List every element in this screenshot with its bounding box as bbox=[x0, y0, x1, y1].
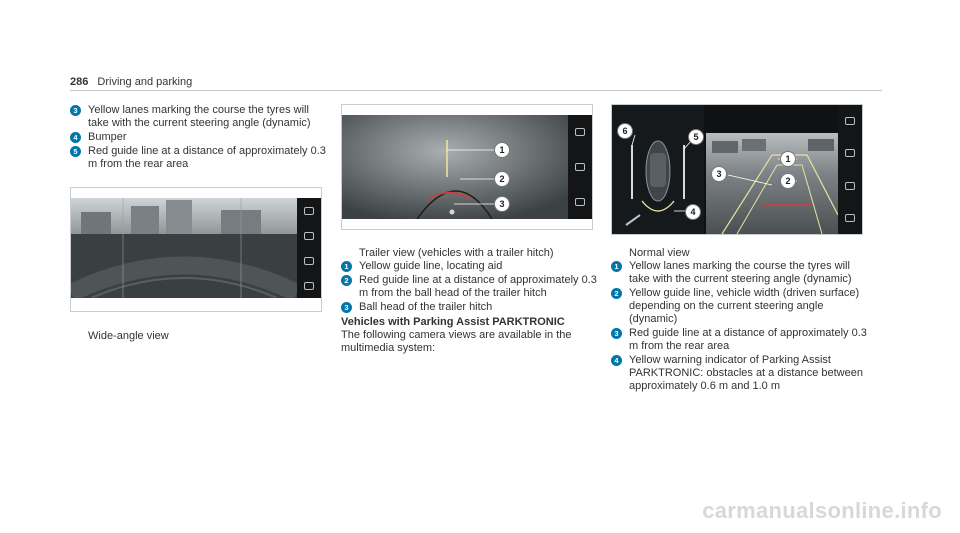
callout-3: 3 bbox=[711, 166, 727, 182]
legend-text: Red guide line at a distance of approximately 0.3 m from the rear area bbox=[629, 327, 867, 352]
camera-sidebar bbox=[838, 105, 862, 234]
wide-angle-screen bbox=[71, 198, 321, 298]
wide-angle-camera-image bbox=[71, 198, 321, 298]
legend-item bbox=[611, 287, 873, 326]
legend-text: Bumper bbox=[88, 131, 127, 143]
camera-view-icon bbox=[304, 207, 314, 215]
callout-2: 2 bbox=[494, 171, 510, 187]
camera-view-icon bbox=[575, 128, 585, 136]
car-rear-icon bbox=[304, 257, 314, 265]
legend-text: Yellow lanes marking the course the tyres will take with the current steering angle (dynamic) bbox=[88, 104, 311, 129]
legend-badge: 2 bbox=[341, 275, 352, 286]
camera-sidebar bbox=[568, 115, 592, 219]
col1-legend bbox=[70, 104, 332, 172]
legend-item bbox=[611, 260, 873, 286]
header-rule bbox=[70, 90, 882, 91]
page-number: 286 bbox=[70, 76, 89, 88]
legend-item bbox=[341, 260, 603, 273]
legend-badge: 1 bbox=[341, 261, 352, 272]
legend-item bbox=[611, 354, 873, 393]
legend-badge: 4 bbox=[70, 132, 81, 143]
section-title: Driving and parking bbox=[97, 76, 193, 88]
camera-view-icon bbox=[845, 117, 855, 125]
figure-caption: Normal view bbox=[629, 247, 690, 259]
legend-badge: 3 bbox=[341, 302, 352, 313]
trailer-view-figure bbox=[341, 104, 593, 230]
normal-view-figure bbox=[611, 104, 863, 235]
legend-text: Yellow warning indicator of Parking Assist PARKTRONIC: obstacles at a distance between approximately 0.6 m and 1.0 m bbox=[629, 354, 863, 392]
camera-sidebar bbox=[297, 198, 321, 298]
settings-icon bbox=[304, 282, 314, 290]
legend-item bbox=[70, 145, 332, 171]
parking-view-icon bbox=[845, 149, 855, 157]
callout-6: 6 bbox=[617, 123, 633, 139]
callout-1: 1 bbox=[494, 142, 510, 158]
page-header bbox=[70, 76, 192, 88]
wide-angle-figure bbox=[70, 187, 322, 312]
legend-badge: 5 bbox=[70, 146, 81, 157]
legend-text: Yellow lanes marking the course the tyres will take with the current steering angle (dynamic) bbox=[629, 260, 852, 285]
section-heading: Vehicles with Parking Assist PARKTRONIC bbox=[341, 316, 565, 328]
trailer-view-screen bbox=[342, 115, 592, 219]
callout-4: 4 bbox=[685, 204, 701, 220]
col3-legend bbox=[611, 247, 873, 394]
callout-1: 1 bbox=[780, 151, 796, 167]
legend-text: Yellow guide line, vehicle width (driven surface) depending on the current steering angle (dynamic) bbox=[629, 287, 860, 325]
legend-item bbox=[70, 131, 332, 144]
car-rear-icon bbox=[575, 198, 585, 206]
legend-badge: 3 bbox=[611, 328, 622, 339]
legend-text: Red guide line at a distance of approximately 0.3 m from the ball head of the trailer hitch bbox=[359, 274, 597, 299]
parking-view-icon bbox=[304, 232, 314, 240]
trailer-camera-image bbox=[342, 115, 592, 219]
legend-text: Red guide line at a distance of approximately 0.3 m from the rear area bbox=[88, 145, 326, 170]
legend-text: Ball head of the trailer hitch bbox=[359, 301, 493, 313]
normal-view-screen bbox=[612, 105, 862, 234]
legend-badge: 4 bbox=[611, 355, 622, 366]
callout-5: 5 bbox=[688, 129, 704, 145]
legend-badge: 2 bbox=[611, 288, 622, 299]
normal-view-camera-image bbox=[612, 105, 862, 234]
trailer-icon bbox=[575, 163, 585, 171]
car-rear-icon bbox=[845, 182, 855, 190]
section-paragraph: The following camera views are available in the multimedia system: bbox=[341, 329, 572, 354]
legend-badge: 3 bbox=[70, 105, 81, 116]
figure-caption: Wide-angle view bbox=[88, 330, 169, 342]
callout-2: 2 bbox=[780, 173, 796, 189]
watermark: carmanualsonline.info bbox=[702, 498, 942, 523]
col2-legend bbox=[341, 247, 603, 355]
legend-item bbox=[70, 104, 332, 130]
callout-3: 3 bbox=[494, 196, 510, 212]
legend-text: Yellow guide line, locating aid bbox=[359, 260, 503, 272]
legend-item bbox=[341, 274, 603, 300]
settings-icon bbox=[845, 214, 855, 222]
col1-caption-wrap bbox=[70, 330, 332, 343]
legend-item bbox=[341, 301, 603, 314]
figure-caption: Trailer view (vehicles with a trailer hitch) bbox=[359, 247, 554, 259]
legend-badge: 1 bbox=[611, 261, 622, 272]
legend-item bbox=[611, 327, 873, 353]
